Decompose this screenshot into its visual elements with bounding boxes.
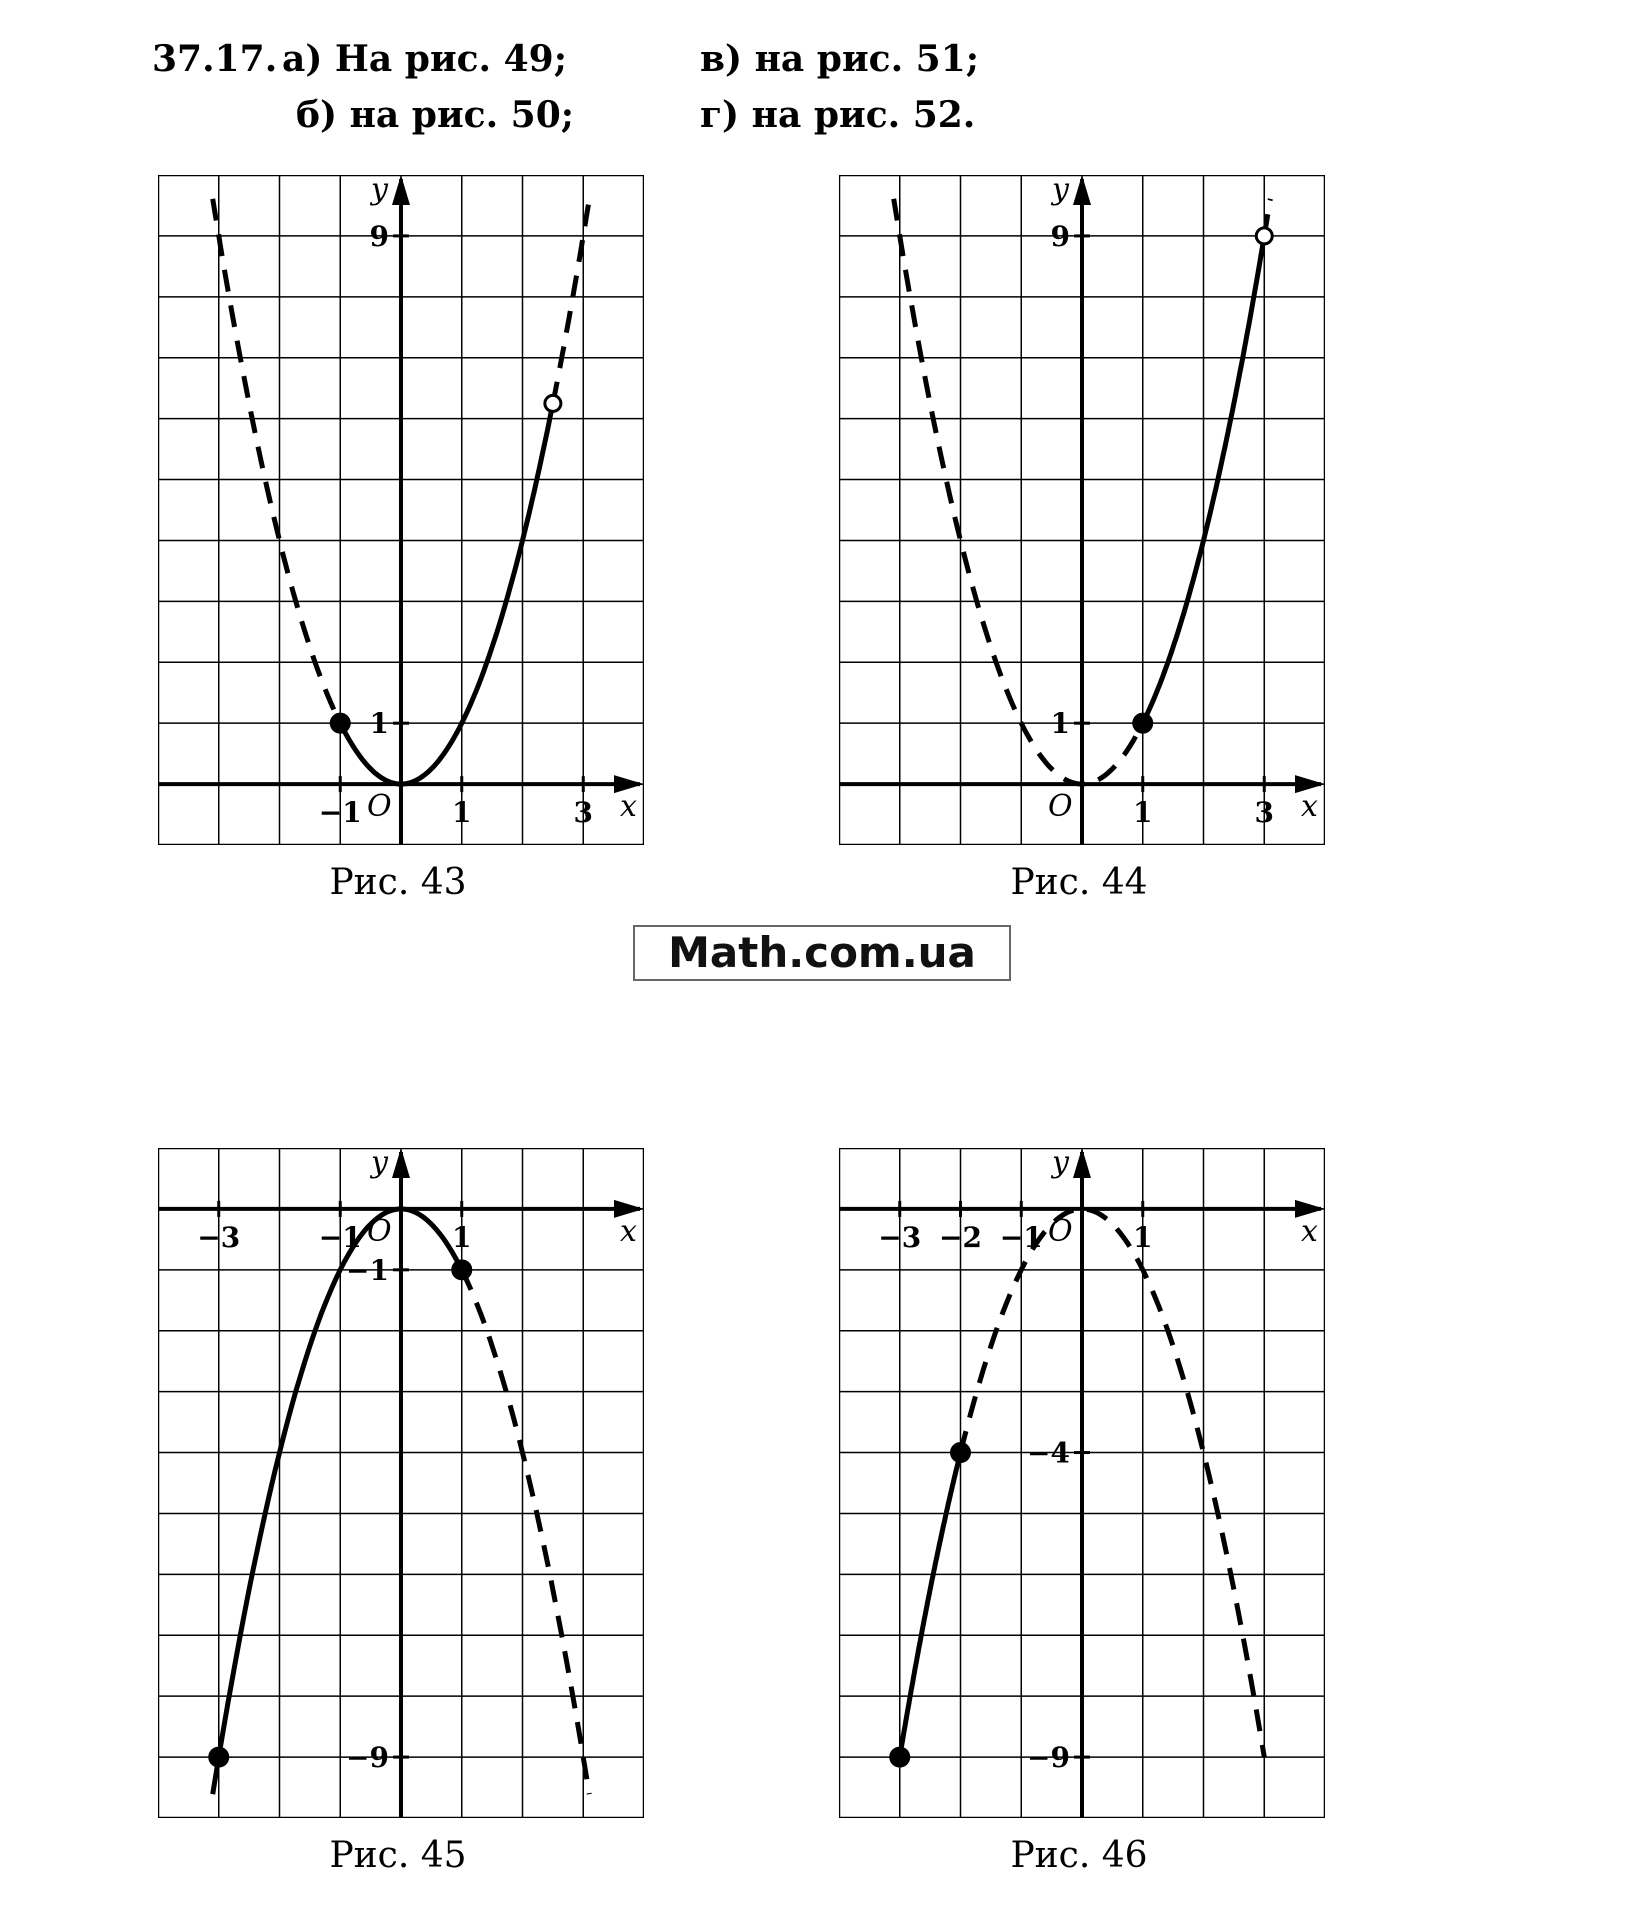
x-tick-label: −1 xyxy=(318,1220,362,1254)
problem-item-v: в) на рис. 51; xyxy=(700,38,980,80)
curve-solid-segment xyxy=(900,1453,961,1758)
origin-label: O xyxy=(1048,789,1073,825)
chart-3-svg xyxy=(158,1148,644,1818)
open-point xyxy=(1256,228,1272,244)
origin-label: O xyxy=(1048,1213,1073,1249)
curve-dashed-segment xyxy=(961,1209,1265,1757)
filled-point xyxy=(210,1748,228,1766)
curve-solid-segment xyxy=(213,1209,462,1794)
filled-point xyxy=(952,1444,970,1462)
curve-dashed-segment xyxy=(894,199,1143,784)
chart-1-svg xyxy=(158,175,644,845)
x-axis-name: x xyxy=(1301,789,1318,825)
x-axis-name: x xyxy=(620,789,637,825)
x-tick-label: 1 xyxy=(1133,1220,1153,1254)
watermark-logo: Math.com.ua xyxy=(633,925,1011,981)
x-tick-label: −2 xyxy=(939,1220,982,1254)
chart-4-svg xyxy=(839,1148,1325,1818)
y-tick-label: −4 xyxy=(1027,1436,1070,1470)
x-tick-label: −1 xyxy=(318,796,362,830)
x-tick-label: 1 xyxy=(452,1220,472,1254)
y-axis-arrow xyxy=(392,1148,410,1178)
x-axis-name: x xyxy=(620,1213,637,1249)
x-tick-label: 3 xyxy=(573,796,593,830)
x-axis-name: x xyxy=(1301,1213,1318,1249)
y-tick-label: −9 xyxy=(1027,1741,1070,1775)
figure-2 xyxy=(839,175,1325,849)
problem-number: 37.17. xyxy=(152,38,278,80)
figure-4 xyxy=(839,1148,1325,1822)
x-tick-label: 3 xyxy=(1254,796,1274,830)
filled-point xyxy=(331,714,349,732)
y-axis-name: y xyxy=(371,175,388,207)
x-tick-label: −3 xyxy=(197,1220,241,1254)
y-tick-label: −9 xyxy=(346,1741,389,1775)
curve-dashed-segment xyxy=(213,199,341,723)
x-tick-label: 1 xyxy=(452,796,472,830)
figure-2-caption: Рис. 44 xyxy=(1010,862,1148,903)
y-tick-label: 9 xyxy=(369,219,389,253)
y-axis-name: y xyxy=(1052,1148,1069,1180)
figure-3-caption: Рис. 45 xyxy=(329,1835,467,1876)
figure-1-caption: Рис. 43 xyxy=(329,862,467,903)
filled-point xyxy=(891,1748,909,1766)
y-axis-arrow xyxy=(1073,1148,1091,1178)
figure-4-caption: Рис. 46 xyxy=(1010,1835,1148,1876)
filled-point xyxy=(453,1261,471,1279)
origin-label: O xyxy=(367,1213,392,1249)
y-axis-arrow xyxy=(392,175,410,205)
y-tick-label: 9 xyxy=(1050,219,1070,253)
y-axis-arrow xyxy=(1073,175,1091,205)
open-point xyxy=(545,395,561,411)
chart-2-svg xyxy=(839,175,1325,845)
y-axis-name: y xyxy=(371,1148,388,1180)
problem-item-b: б) на рис. 50; xyxy=(296,94,575,136)
curve-dashed-segment xyxy=(462,1270,590,1794)
x-tick-label: −3 xyxy=(878,1220,922,1254)
y-tick-label: −1 xyxy=(346,1253,389,1287)
figure-1 xyxy=(158,175,644,849)
filled-point xyxy=(1134,714,1152,732)
y-axis-name: y xyxy=(1052,175,1069,207)
x-tick-label: 1 xyxy=(1133,796,1153,830)
figure-3 xyxy=(158,1148,644,1822)
origin-label: O xyxy=(367,789,392,825)
y-tick-label: 1 xyxy=(1050,707,1070,741)
problem-item-a: а) На рис. 49; xyxy=(282,38,568,80)
y-tick-label: 1 xyxy=(369,707,389,741)
problem-item-g: г) на рис. 52. xyxy=(700,94,976,136)
x-tick-label: −1 xyxy=(999,1220,1043,1254)
